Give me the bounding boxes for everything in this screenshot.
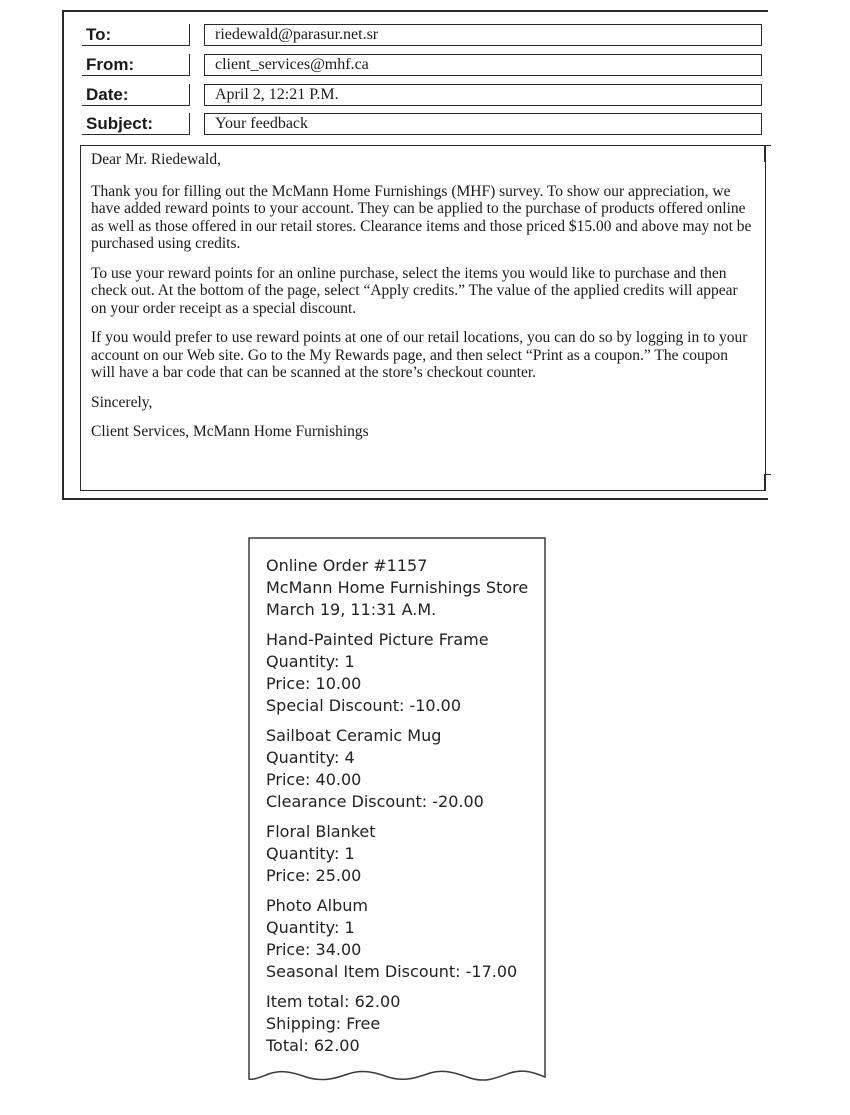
- receipt-item: [266, 725, 536, 813]
- grand-total: Total: 62.00: [266, 1036, 360, 1055]
- email-header-from: [82, 54, 764, 78]
- receipt-item: [266, 629, 536, 717]
- email-message: [62, 10, 768, 500]
- email-paragraph: Thank you for filling out the McMann Home Furnishings (MHF) survey. To show our appreciation, we have added reward points to your account. They can be applied to the purchase of products offered online as well as those offered in our retail stores. Clearance items and those priced $15.00 and above may not be purchased using credits.: [91, 182, 752, 252]
- item-price: Price: 34.00: [266, 940, 362, 959]
- email-signature: Client Services, McMann Home Furnishings: [91, 423, 369, 440]
- receipt-item: [266, 821, 536, 887]
- email-header-to: [82, 24, 764, 48]
- shipping: Shipping: Free: [266, 1014, 381, 1033]
- from-value: client_services@mhf.ca: [204, 54, 762, 76]
- item-quantity: Quantity: 4: [266, 748, 355, 767]
- email-body: [80, 145, 766, 491]
- item-price: Price: 10.00: [266, 674, 362, 693]
- email-closing: Sincerely,: [91, 393, 153, 411]
- subject-label: Subject:: [82, 113, 190, 135]
- item-name: Floral Blanket: [266, 822, 376, 841]
- receipt-header: [266, 555, 536, 621]
- item-quantity: Quantity: 1: [266, 652, 355, 671]
- item-quantity: Quantity: 1: [266, 918, 355, 937]
- item-total: Item total: 62.00: [266, 992, 401, 1011]
- subject-value: Your feedback: [204, 113, 762, 135]
- store-name: McMann Home Furnishings Store: [266, 578, 529, 597]
- item-discount: Seasonal Item Discount: -17.00: [266, 962, 518, 981]
- item-price: Price: 40.00: [266, 770, 362, 789]
- email-header-date: [82, 84, 764, 108]
- item-price: Price: 25.00: [266, 866, 362, 885]
- order-date: March 19, 11:31 A.M.: [266, 600, 437, 619]
- item-discount: Clearance Discount: -20.00: [266, 792, 484, 811]
- scroll-tick-bottom: [764, 474, 771, 491]
- scroll-tick-top: [764, 145, 771, 162]
- email-greeting: Dear Mr. Riedewald,: [91, 151, 221, 168]
- date-value: April 2, 12:21 P.M.: [204, 84, 762, 106]
- email-paragraph: If you would prefer to use reward points at one of our retail locations, you can do so by logging in to your account on our Web site. Go to the My Rewards page, and then select “Print as a coupon.” The coupon will have a bar code that can be scanned at the store’s checkout counter.: [91, 329, 748, 381]
- receipt-item: [266, 895, 536, 983]
- item-name: Sailboat Ceramic Mug: [266, 726, 442, 745]
- item-name: Photo Album: [266, 896, 368, 915]
- item-name: Hand-Painted Picture Frame: [266, 630, 489, 649]
- from-label: From:: [82, 54, 190, 76]
- date-label: Date:: [82, 84, 190, 106]
- order-receipt: [248, 537, 546, 1077]
- order-number: Online Order #1157: [266, 556, 428, 575]
- item-discount: Special Discount: -10.00: [266, 696, 462, 715]
- email-paragraph: To use your reward points for an online purchase, select the items you would like to purchase and then check out. At the bottom of the page, select “Apply credits.” The value of the applied credits will appear on your order receipt as a special discount.: [91, 264, 738, 317]
- receipt-totals: [266, 991, 536, 1057]
- receipt-text: [266, 555, 536, 1065]
- email-header-subject: [82, 113, 764, 137]
- item-quantity: Quantity: 1: [266, 844, 355, 863]
- to-value: riedewald@parasur.net.sr: [204, 24, 762, 46]
- to-label: To:: [82, 24, 190, 46]
